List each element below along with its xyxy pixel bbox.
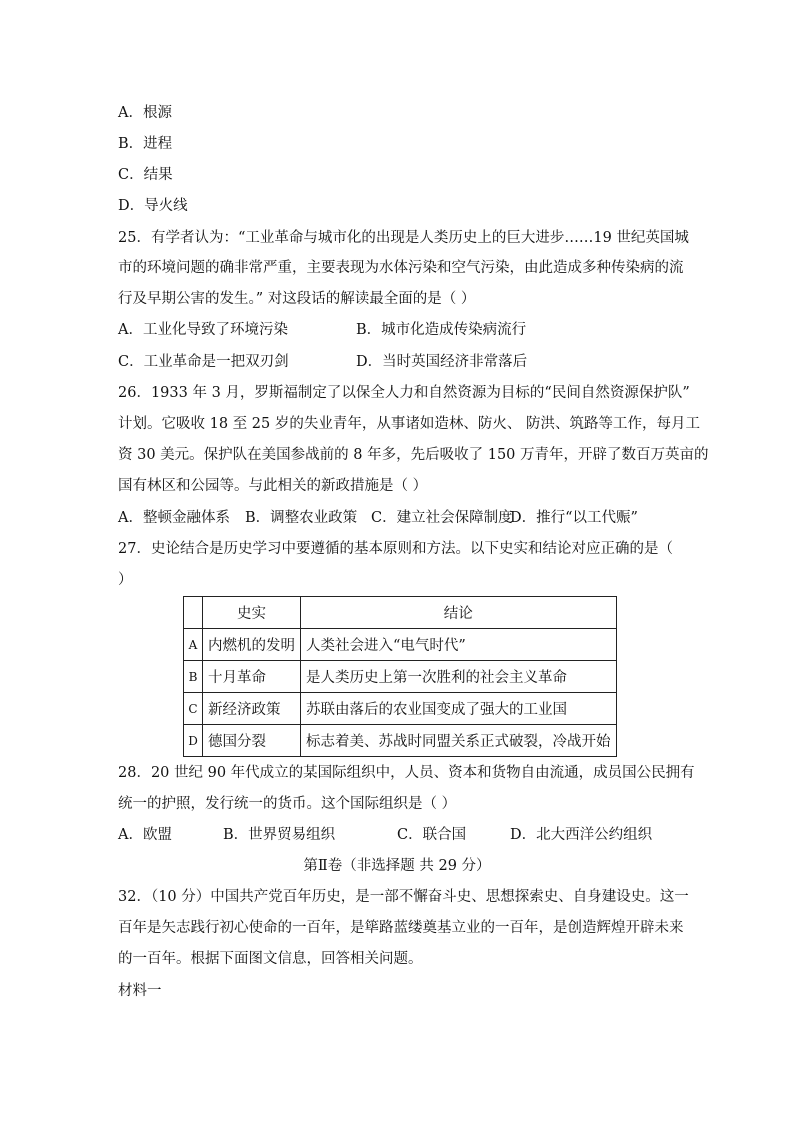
q25-option-a: A．工业化导致了环境污染: [118, 322, 288, 338]
row-fact: 德国分裂: [203, 725, 301, 757]
q24-option-b: B．进程: [118, 136, 173, 152]
q32-material-label: 材料一: [118, 983, 162, 999]
q26-option-a: A．整顿金融体系: [118, 510, 230, 526]
q28-text-line-1: 28．20 世纪 90 年代成立的某国际组织中，人员、资本和货物自由流通，成员国公民拥有: [118, 765, 695, 781]
table-row: [184, 725, 617, 757]
row-letter: C: [184, 693, 203, 725]
q26-text-line-2: 计划。它吸收 18 至 25 岁的失业青年，从事诸如造林、防火、 防洪、筑路等工作，每月工: [118, 416, 700, 432]
row-conclusion: 人类社会进入“电气时代”: [301, 629, 617, 661]
q25-text-line-2: 市的环境问题的确非常严重，主要表现为水体污染和空气污染，由此造成多种传染病的流: [118, 260, 684, 276]
row-fact: 内燃机的发明: [203, 629, 301, 661]
q24-option-c: C．结果: [118, 167, 173, 183]
q28-text-line-2: 统一的护照，发行统一的货币。这个国际组织是（ ）: [118, 796, 457, 812]
q26-option-c: C．建立社会保障制度: [371, 510, 513, 526]
table-row: [184, 661, 617, 693]
row-letter: B: [184, 661, 203, 693]
q28-option-d: D．北大西洋公约组织: [510, 827, 653, 843]
q25-option-c: C．工业革命是一把双刃剑: [118, 354, 289, 370]
q26-option-d: D．推行“以工代赈”: [510, 510, 638, 526]
table-row: [184, 693, 617, 725]
q27-text-line-2: ）: [118, 572, 133, 588]
table-header-row: [184, 597, 617, 629]
row-letter: A: [184, 629, 203, 661]
table-row: [184, 629, 617, 661]
table-header-conclusion: 结论: [301, 597, 617, 629]
row-conclusion: 标志着美、苏战时同盟关系正式破裂，冷战开始: [301, 725, 617, 757]
q25-option-d: D．当时英国经济非常落后: [356, 354, 528, 370]
q28-option-b: B．世界贸易组织: [223, 827, 336, 843]
q32-text-line-3: 的一百年。根据下面图文信息，回答相关问题。: [118, 951, 423, 967]
row-conclusion: 苏联由落后的农业国变成了强大的工业国: [301, 693, 617, 725]
q25-text-line-1: 25．有学者认为：“工业革命与城市化的出现是人类历史上的巨大进步……19 世纪英国城: [118, 230, 689, 246]
row-fact: 十月革命: [203, 661, 301, 693]
table-header-fact: 史实: [203, 597, 301, 629]
q27-text-line-1: 27．史论结合是历史学习中要遵循的基本原则和方法。以下史实和结论对应正确的是（: [118, 541, 673, 557]
row-letter: D: [184, 725, 203, 757]
section-title: 第Ⅱ卷（非选择题 共 29 分）: [303, 858, 491, 874]
q28-option-c: C．联合国: [397, 827, 467, 843]
q24-option-a: A．根源: [118, 105, 172, 121]
row-conclusion: 是人类历史上第一次胜利的社会主义革命: [301, 661, 617, 693]
row-fact: 新经济政策: [203, 693, 301, 725]
q26-text-line-4: 国有林区和公园等。与此相关的新政措施是（ ）: [118, 478, 428, 494]
q26-option-b: B．调整农业政策: [245, 510, 358, 526]
q25-option-b: B．城市化造成传染病流行: [356, 322, 527, 338]
q26-text-line-1: 26．1933 年 3 月，罗斯福制定了以保全人力和自然资源为目标的“民间自然资源保护队”: [118, 385, 690, 401]
q26-text-line-3: 资 30 美元。保护队在美国参战前的 8 年多，先后吸收了 150 万青年，开辟了数百万英亩的: [118, 447, 709, 463]
q32-text-line-2: 百年是矢志践行初心使命的一百年，是筚路蓝缕奠基立业的一百年，是创造辉煌开辟未来: [118, 920, 684, 936]
history-conclusion-table: [183, 596, 617, 757]
q24-option-d: D．导火线: [118, 198, 188, 214]
q32-text-line-1: 32．（10 分）中国共产党百年历史，是一部不懈奋斗史、思想探索史、自身建设史。这一: [118, 889, 689, 905]
q25-text-line-3: 行及早期公害的发生。” 对这段话的解读最全面的是（ ）: [118, 291, 476, 307]
table-header-empty: [184, 597, 203, 629]
q28-option-a: A．欧盟: [118, 827, 172, 843]
